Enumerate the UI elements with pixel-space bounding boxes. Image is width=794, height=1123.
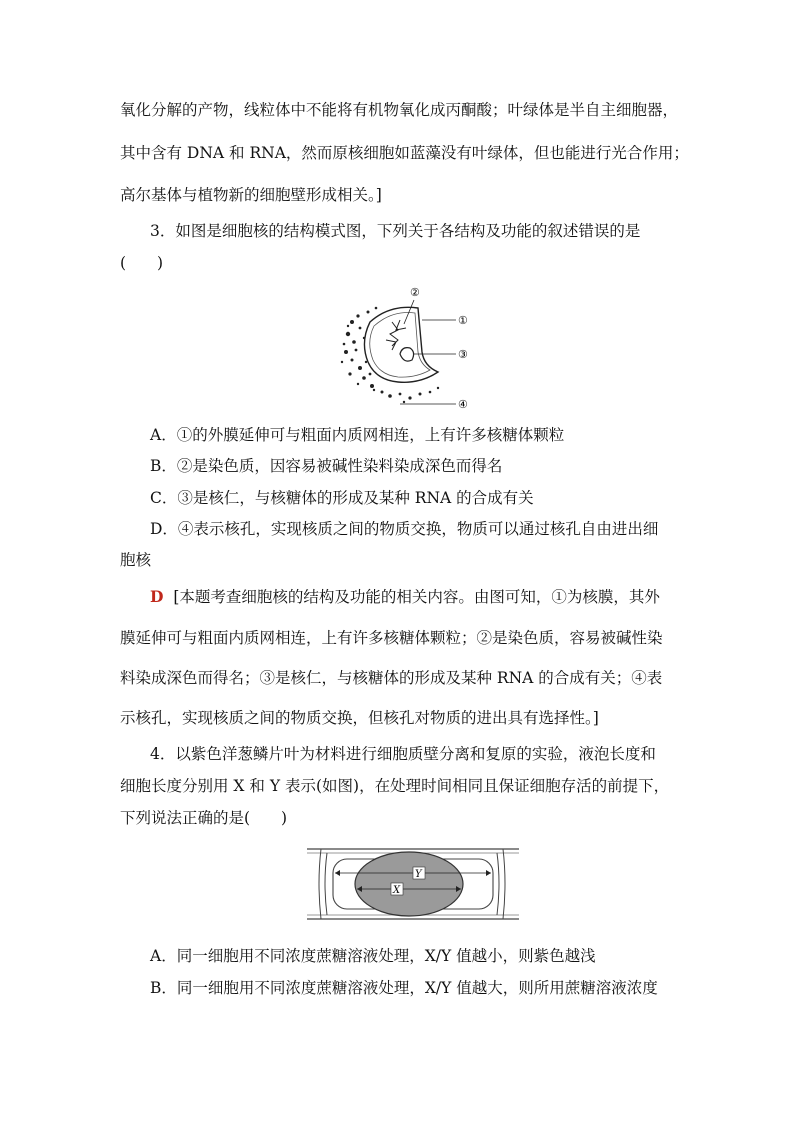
label-3: ③ <box>458 348 468 361</box>
q3-option-a: A．①的外膜延伸可与粗面内质网相连，上有许多核糖体颗粒 <box>150 426 565 444</box>
chromatin <box>386 320 406 350</box>
q3-option-c: C．③是核仁，与核糖体的形成及某种 RNA 的合成有关 <box>150 489 534 507</box>
q3-stem-bracket: ( ) <box>120 254 164 272</box>
explanation-line: 膜延伸可与粗面内质网相连，上有许多核糖体颗粒；②是染色质，容易被碱性染 <box>120 629 663 647</box>
text-line: 其中含有 DNA 和 RNA，然而原核细胞如蓝藻没有叶绿体，但也能进行光合作用； <box>120 144 689 162</box>
text-line: 高尔基体与植物新的细胞壁形成相关。] <box>120 186 382 204</box>
nucleolus <box>400 348 414 362</box>
q4-stem: 下列说法正确的是( ) <box>120 809 288 827</box>
explanation-line: 料染成深色而得名；③是核仁，与核糖体的形成及某种 RNA 的合成有关；④表 <box>120 669 663 687</box>
q4-option-b: B．同一细胞用不同浓度蔗糖溶液处理，X/Y 值越大，则所用蔗糖溶液浓度 <box>150 979 658 997</box>
explanation-text: [本题考查细胞核的结构及功能的相关内容。由图可知，①为核膜，其外 <box>173 588 660 606</box>
cell-diagram <box>303 843 523 925</box>
label-2: ② <box>410 286 420 299</box>
label-4: ④ <box>458 398 468 411</box>
q3-stem: 3．如图是细胞核的结构模式图，下列关于各结构及功能的叙述错误的是 <box>150 222 641 240</box>
label-x: X <box>393 885 401 896</box>
q3-option-d-cont: 胞核 <box>120 551 152 569</box>
label-1: ① <box>458 314 468 327</box>
q4-stem: 细胞长度分别用 X 和 Y 表示(如图)，在处理时间相同且保证细胞存活的前提下， <box>120 777 670 795</box>
explanation-line: 示核孔，实现核质之间的物质交换，但核孔对物质的进出具有选择性。] <box>120 709 599 727</box>
label-y: Y <box>415 869 422 880</box>
q3-option-b: B．②是染色质，因容易被碱性染料染成深色而得名 <box>150 457 503 475</box>
cytoplasm-stipple <box>341 307 439 404</box>
vacuole <box>355 852 463 916</box>
q3-explanation <box>150 587 680 607</box>
answer-letter: D <box>150 587 164 606</box>
q4-stem: 4．以紫色洋葱鳞片叶为材料进行细胞质壁分离和复原的实验，液泡长度和 <box>150 745 656 763</box>
q4-option-a: A．同一细胞用不同浓度蔗糖溶液处理，X/Y 值越小，则紫色越浅 <box>150 947 596 965</box>
q3-option-d: D．④表示核孔，实现核质之间的物质交换，物质可以通过核孔自由进出细 <box>150 520 659 538</box>
text-line: 氧化分解的产物，线粒体中不能将有机物氧化成丙酮酸；叶绿体是半自主细胞器， <box>120 101 679 119</box>
nucleus-diagram <box>330 282 490 414</box>
nuclear-envelope <box>364 307 438 382</box>
